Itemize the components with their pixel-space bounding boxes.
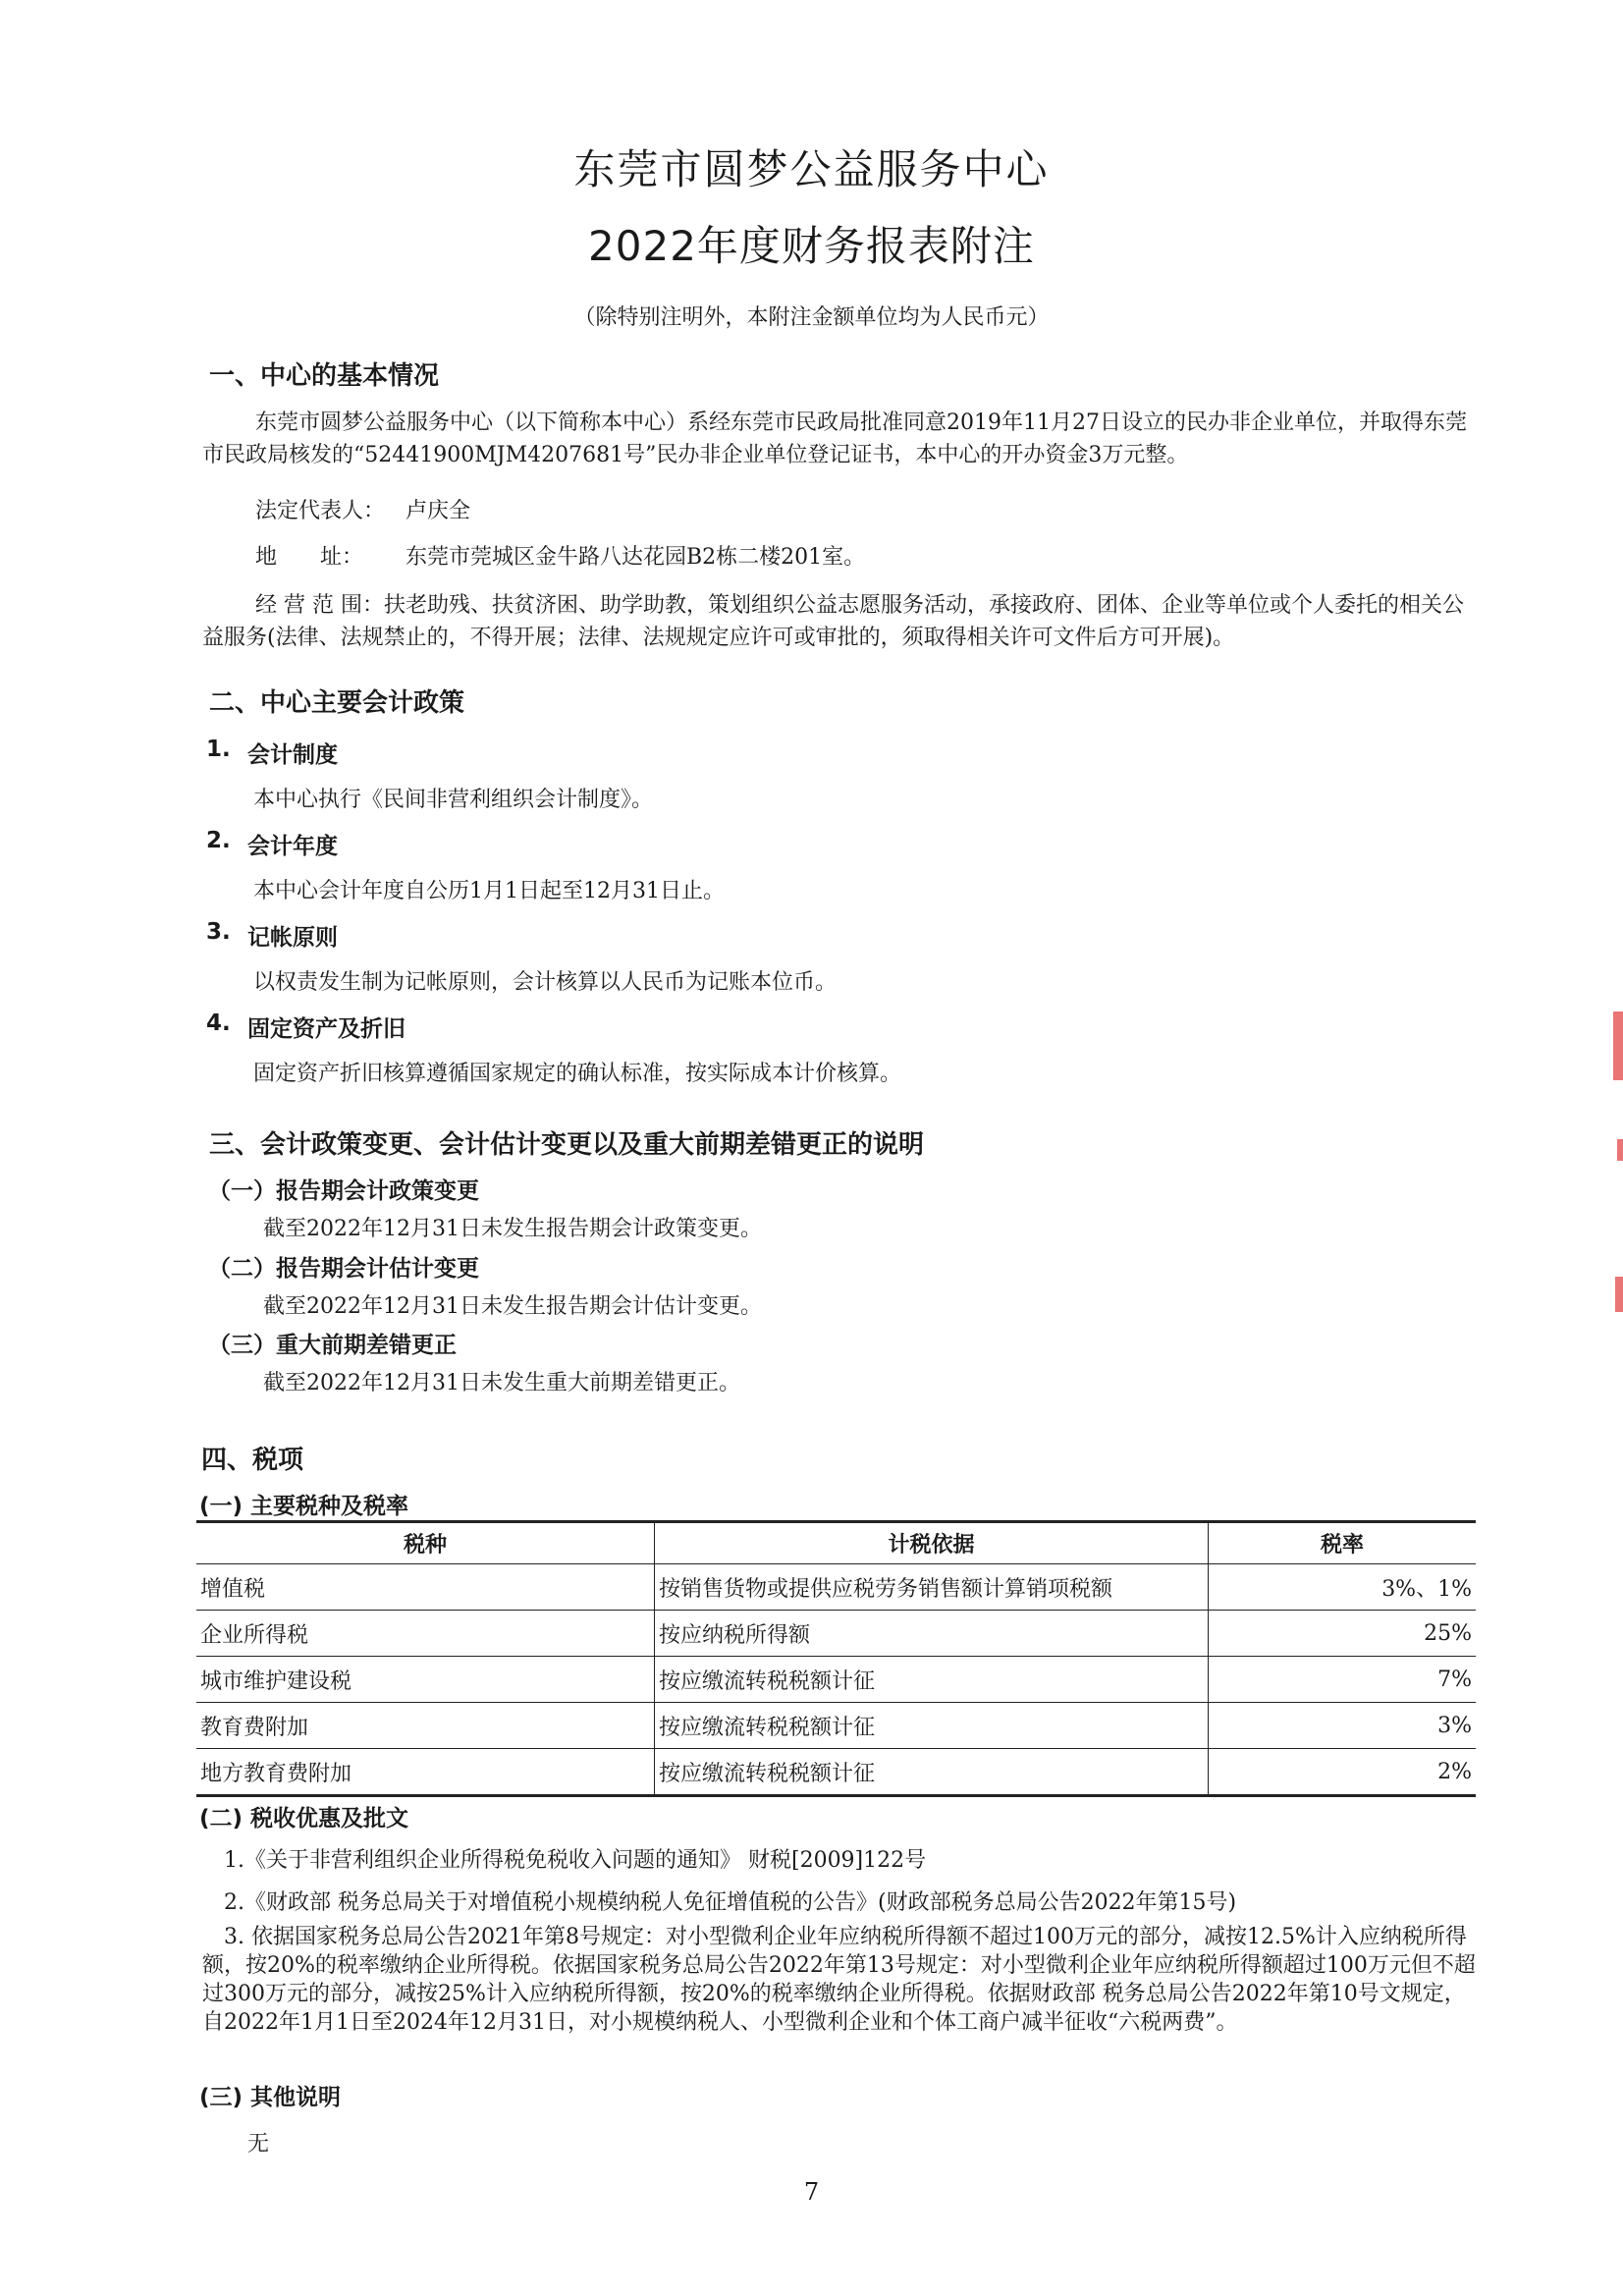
tax-rate-cell: 3%、1% xyxy=(1209,1564,1477,1611)
tax-type-cell: 增值税 xyxy=(196,1564,655,1611)
tax-basis-cell: 按应缴流转税税额计征 xyxy=(655,1749,1209,1796)
stamp-fragment xyxy=(1613,1011,1623,1080)
tax-type-cell: 地方教育费附加 xyxy=(196,1749,655,1796)
tax-basis-cell: 按应缴流转税税额计征 xyxy=(655,1703,1209,1749)
other-notes-text: 无 xyxy=(247,2132,270,2157)
column-header-basis: 计税依据 xyxy=(655,1522,1209,1564)
stamp-fragment xyxy=(1615,1277,1623,1312)
policy-3-title: 记帐原则 xyxy=(247,925,338,951)
change-1-title: （一）报告期会计政策变更 xyxy=(208,1178,479,1204)
tax-type-cell: 教育费附加 xyxy=(196,1703,655,1749)
tax-rate-cell: 3% xyxy=(1209,1703,1477,1749)
policy-3-number: 3. xyxy=(206,919,231,945)
tax-rate-cell: 25% xyxy=(1209,1611,1477,1657)
tax-preference-1: 1.《关于非营利组织企业所得税免税收入问题的通知》 财税[2009]122号 xyxy=(224,1848,927,1873)
tax-preference-2: 2.《财政部 税务总局关于对增值税小规模纳税人免征增值税的公告》(财政部税务总局公告2022年第15号) xyxy=(224,1890,1237,1915)
change-3-title: （三）重大前期差错更正 xyxy=(208,1333,457,1358)
tax-rate-cell: 2% xyxy=(1209,1749,1477,1796)
tax-type-cell: 城市维护建设税 xyxy=(196,1657,655,1703)
tax-basis-cell: 按应纳税所得额 xyxy=(655,1611,1209,1657)
section1-intro: 东莞市圆梦公益服务中心（以下简称本中心）系经东莞市民政局批准同意2019年11月27日设立的民办非企业单位，并取得东莞市民政局核发的“52441900MJM4207681号”民办非企业单位登记证书，本中心的开办资金3万元整。 xyxy=(202,410,1467,467)
page-number: 7 xyxy=(803,2178,820,2206)
table-row xyxy=(196,1749,1476,1796)
tax-basis-cell: 按应缴流转税税额计征 xyxy=(655,1657,1209,1703)
policy-1-text: 本中心执行《民间非营利组织会计制度》。 xyxy=(253,788,654,812)
policy-4-number: 4. xyxy=(206,1011,231,1036)
change-2-title: （二）报告期会计估计变更 xyxy=(208,1256,479,1282)
policy-4-title: 固定资产及折旧 xyxy=(247,1016,406,1042)
policy-2-text: 本中心会计年度自公历1月1日起至12月31日止。 xyxy=(253,879,725,903)
tax-basis-cell: 按销售货物或提供应税劳务销售额计算销项税额 xyxy=(655,1564,1209,1611)
table-row xyxy=(196,1657,1476,1703)
policy-1-number: 1. xyxy=(206,737,231,762)
tax-rate-cell: 7% xyxy=(1209,1657,1477,1703)
tax-rates-subheading: (一) 主要税种及税率 xyxy=(199,1494,409,1519)
address-label: 地 址： xyxy=(255,545,364,570)
unit-note: （除特别注明外，本附注金额单位均为人民币元） xyxy=(573,305,1050,330)
change-2-text: 截至2022年12月31日未发生报告期会计估计变更。 xyxy=(263,1294,762,1319)
column-header-rate: 税率 xyxy=(1209,1522,1477,1564)
section1-heading: 一、中心的基本情况 xyxy=(209,361,440,391)
column-header-tax-type: 税种 xyxy=(196,1522,655,1564)
policy-2-number: 2. xyxy=(206,828,231,853)
legal-rep-label: 法定代表人： xyxy=(255,499,386,523)
stamp-fragment xyxy=(1617,1139,1623,1161)
other-notes-subheading: (三) 其他说明 xyxy=(199,2085,342,2110)
tax-preference-3: 3. 依据国家税务总局公告2021年第8号规定：对小型微利企业年应纳税所得额不超过100万元的部分，减按12.5%计入应纳税所得额，按20%的税率缴纳企业所得税。依据国家税务总局公告2022年第13号规定：对小型微利企业年应纳税所得额超过100万元但不超过300万元的部分，减按25%计入应纳税所得额，按20%的税率缴纳企业所得税。依据财政部 税务总局公告2022年第10号文规定，自2022年1月1日至2024年12月31日，对小规模纳税人、小型微利企业和个体工商户减半征收“六税两费”。 xyxy=(202,1925,1476,2035)
section2-heading: 二、中心主要会计政策 xyxy=(209,688,465,718)
policy-2-title: 会计年度 xyxy=(247,834,338,859)
policy-3-text: 以权责发生制为记帐原则，会计核算以人民币为记账本位币。 xyxy=(253,970,838,995)
tax-preference-subheading: (二) 税收优惠及批文 xyxy=(199,1806,409,1831)
section3-heading: 三、会计政策变更、会计估计变更以及重大前期差错更正的说明 xyxy=(209,1130,925,1160)
section4-heading: 四、税项 xyxy=(201,1446,304,1475)
policy-4-text: 固定资产折旧核算遵循国家规定的确认标准，按实际成本计价核算。 xyxy=(253,1062,902,1086)
table-row xyxy=(196,1611,1476,1657)
address-value: 东莞市莞城区金牛路八达花园B2栋二楼201室。 xyxy=(406,545,866,570)
document-title: 东莞市圆梦公益服务中心 xyxy=(573,145,1050,193)
policy-1-title: 会计制度 xyxy=(247,742,338,768)
tax-type-cell: 企业所得税 xyxy=(196,1611,655,1657)
table-header-row xyxy=(196,1522,1476,1564)
change-1-text: 截至2022年12月31日未发生报告期会计政策变更。 xyxy=(263,1217,762,1241)
legal-rep-value: 卢庆全 xyxy=(406,499,471,523)
business-scope: 经 营 范 围：扶老助残、扶贫济困、助学助教，策划组织公益志愿服务活动，承接政府、团体、企业等单位或个人委托的相关公益服务(法律、法规禁止的，不得开展；法律、法规规定应许可或审批的，须取得相关许可文件后方可开展)。 xyxy=(202,593,1464,650)
tax-rates-table xyxy=(196,1520,1476,1797)
table-row xyxy=(196,1564,1476,1611)
document-subtitle: 2022年度财务报表附注 xyxy=(588,222,1035,270)
table-row xyxy=(196,1703,1476,1749)
change-3-text: 截至2022年12月31日未发生重大前期差错更正。 xyxy=(263,1371,740,1395)
